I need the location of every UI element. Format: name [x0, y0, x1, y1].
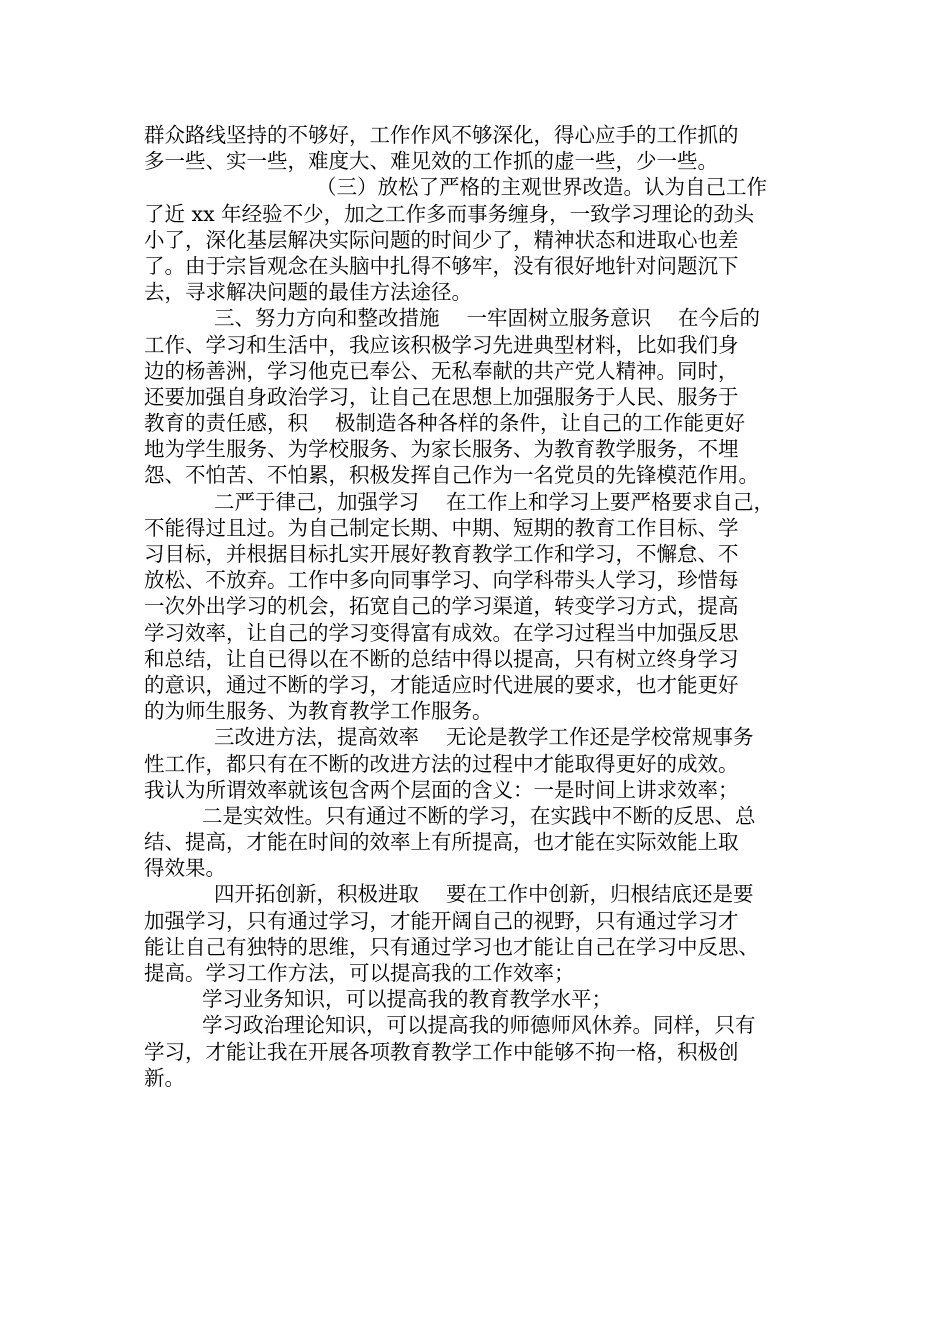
- text-line: 二严于律己，加强学习 在工作上和学习上要严格要求自己，: [214, 489, 775, 514]
- text-line: 小了，深化基层解决实际问题的时间少了，精神状态和进取心也差: [144, 227, 739, 252]
- text-line: 群众路线坚持的不够好，工作作风不够深化，得心应手的工作抓的: [144, 123, 739, 147]
- text-line: 多一些、实一些，难度大、难见效的工作抓的虚一些，少一些。: [144, 149, 718, 174]
- text-line: 学习业务知识，可以提高我的教育教学水平；: [202, 987, 612, 1012]
- text-line: 地为学生服务、为学校服务、为家长服务、为教育教学服务，不埋: [144, 437, 739, 462]
- text-line: 边的杨善洲，学习他克已奉公、无私奉献的共产党人精神。同时，: [144, 358, 739, 383]
- text-line: 结、提高，才能在时间的效率上有所提高，也才能在实际效能上取: [144, 830, 739, 855]
- text-line: 了近 xx 年经验不少，加之工作多而事务缠身，一致学习理论的劲头: [144, 201, 755, 226]
- text-line: （三）放松了严格的主观世界改造。认为自己工作: [316, 175, 767, 200]
- text-line: 提高。学习工作方法，可以提高我的工作效率；: [144, 961, 575, 985]
- text-line: 新。: [144, 1065, 185, 1090]
- text-line: 去，寻求解决问题的最佳方法途径。: [144, 280, 472, 305]
- text-line: 得效果。: [144, 856, 226, 881]
- text-line: 加强学习，只有通过学习，才能开阔自己的视野，只有通过学习才: [144, 908, 739, 933]
- text-line: 三、努力方向和整改措施 一牢固树立服务意识 在今后的: [214, 306, 761, 331]
- text-line: 放松、不放弃。工作中多向同事学习、向学科带头人学习，珍惜每: [144, 568, 739, 593]
- text-line: 二是实效性。只有通过不断的学习，在实践中不断的反思、总: [202, 803, 756, 828]
- text-line: 习目标，并根据目标扎实开展好教育教学工作和学习，不懈怠、不: [144, 542, 739, 566]
- text-line: 三改进方法，提高效率 无论是教学工作还是学校常规事务: [214, 725, 754, 750]
- text-line: 能让自己有独特的思维，只有通过学习也才能让自己在学习中反思、: [144, 934, 759, 959]
- text-line: 学习政治理论知识，可以提高我的师德师风休养。同样，只有: [202, 1013, 756, 1038]
- text-line: 不能得过且过。为自己制定长期、中期、短期的教育工作目标、学: [144, 515, 739, 540]
- text-line: 还要加强自身政治学习，让自己在思想上加强服务于人民、服务于: [144, 384, 739, 409]
- text-line: 和总结，让自已得以在不断的总结中得以提高，只有树立终身学习: [144, 646, 739, 671]
- text-line: 教育的责任感，积 极制造各种各样的条件，让自己的工作能更好: [144, 411, 746, 436]
- text-line: 的意识，通过不断的学习，才能适应时代进展的要求，也才能更好: [144, 672, 739, 697]
- text-line: 一次外出学习的机会，拓宽自己的学习渠道，转变学习方式，提高: [144, 594, 739, 619]
- text-line: 性工作，都只有在不断的改进方法的过程中才能取得更好的成效。: [144, 751, 739, 776]
- text-line: 的为师生服务、为教育教学工作服务。: [144, 699, 493, 724]
- text-line: 学习效率，让自己的学习变得富有成效。在学习过程当中加强反思: [144, 620, 739, 645]
- text-line: 工作、学习和生活中，我应该积极学习先进典型材料，比如我们身: [144, 332, 739, 357]
- text-line: 怨、不怕苦、不怕累，积极发挥自己作为一名党员的先锋模范作用。: [144, 463, 759, 488]
- document-body: [144, 122, 834, 1091]
- text-line: 四开拓创新，积极进取 要在工作中创新，归根结底还是要: [214, 882, 754, 907]
- text-line: 了。由于宗旨观念在头脑中扎得不够牢，没有很好地针对问题沉下: [144, 253, 739, 278]
- text-line: 学习，才能让我在开展各项教育教学工作中能够不拘一格，积极创: [144, 1039, 739, 1064]
- text-line: 我认为所谓效率就该包含两个层面的含义：一是时间上讲求效率；: [144, 777, 739, 802]
